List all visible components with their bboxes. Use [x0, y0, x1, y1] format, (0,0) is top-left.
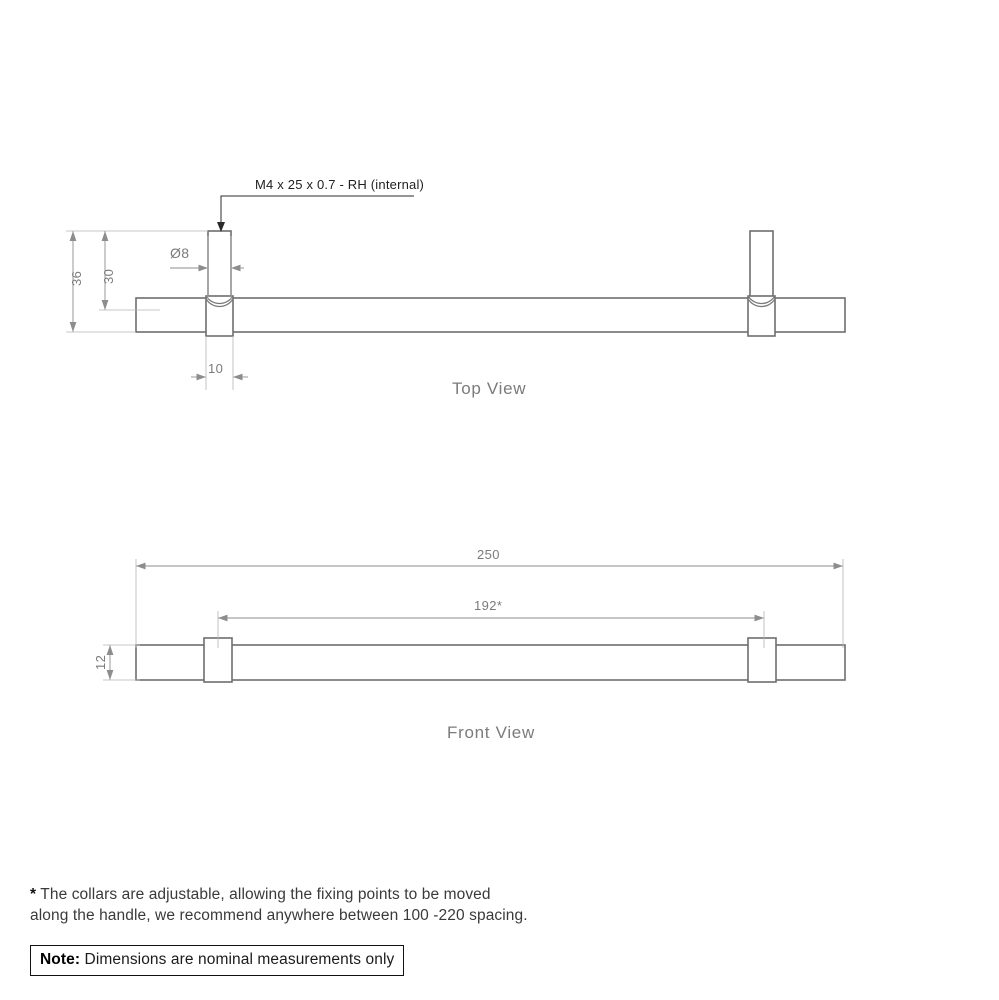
dimension-12: [103, 645, 140, 680]
front-view-geometry: [136, 638, 845, 682]
footnote-line-1-text: The collars are adjustable, allowing the fixing points to be moved: [40, 886, 491, 903]
note-label: Note:: [40, 951, 81, 968]
dimension-192: [218, 611, 764, 648]
front-view-right-collar: [748, 638, 776, 682]
dimension-30-label: 30: [101, 268, 116, 284]
thread-callout-label: M4 x 25 x 0.7 - RH (internal): [255, 177, 425, 192]
dimension-12-label: 12: [93, 654, 108, 670]
note-text: Dimensions are nominal measurements only: [84, 951, 395, 968]
nominal-dimensions-note: [30, 945, 404, 976]
top-view-label: Top View: [452, 379, 527, 398]
top-view-left-post: [208, 231, 231, 302]
front-view-label: Front View: [447, 723, 535, 742]
thread-callout-leader: [217, 196, 414, 232]
top-view-left-collar: [206, 296, 233, 336]
dimension-36-label: 36: [69, 270, 84, 286]
dimension-192-label: 192*: [474, 598, 503, 613]
footnote-line-2: along the handle, we recommend anywhere between 100 -220 spacing.: [30, 907, 528, 924]
footnote-asterisk: *: [30, 886, 37, 903]
top-view-right-post: [750, 231, 773, 302]
top-view-bar: [136, 298, 845, 332]
footnote-line-1: [30, 884, 491, 905]
dimension-250-label: 250: [477, 547, 500, 562]
top-view-right-collar: [748, 296, 775, 336]
front-view-bar: [136, 645, 845, 680]
dimension-diameter-8-label: Ø8: [170, 245, 190, 261]
dimension-10-label: 10: [208, 361, 224, 376]
top-view-geometry: [136, 231, 845, 336]
